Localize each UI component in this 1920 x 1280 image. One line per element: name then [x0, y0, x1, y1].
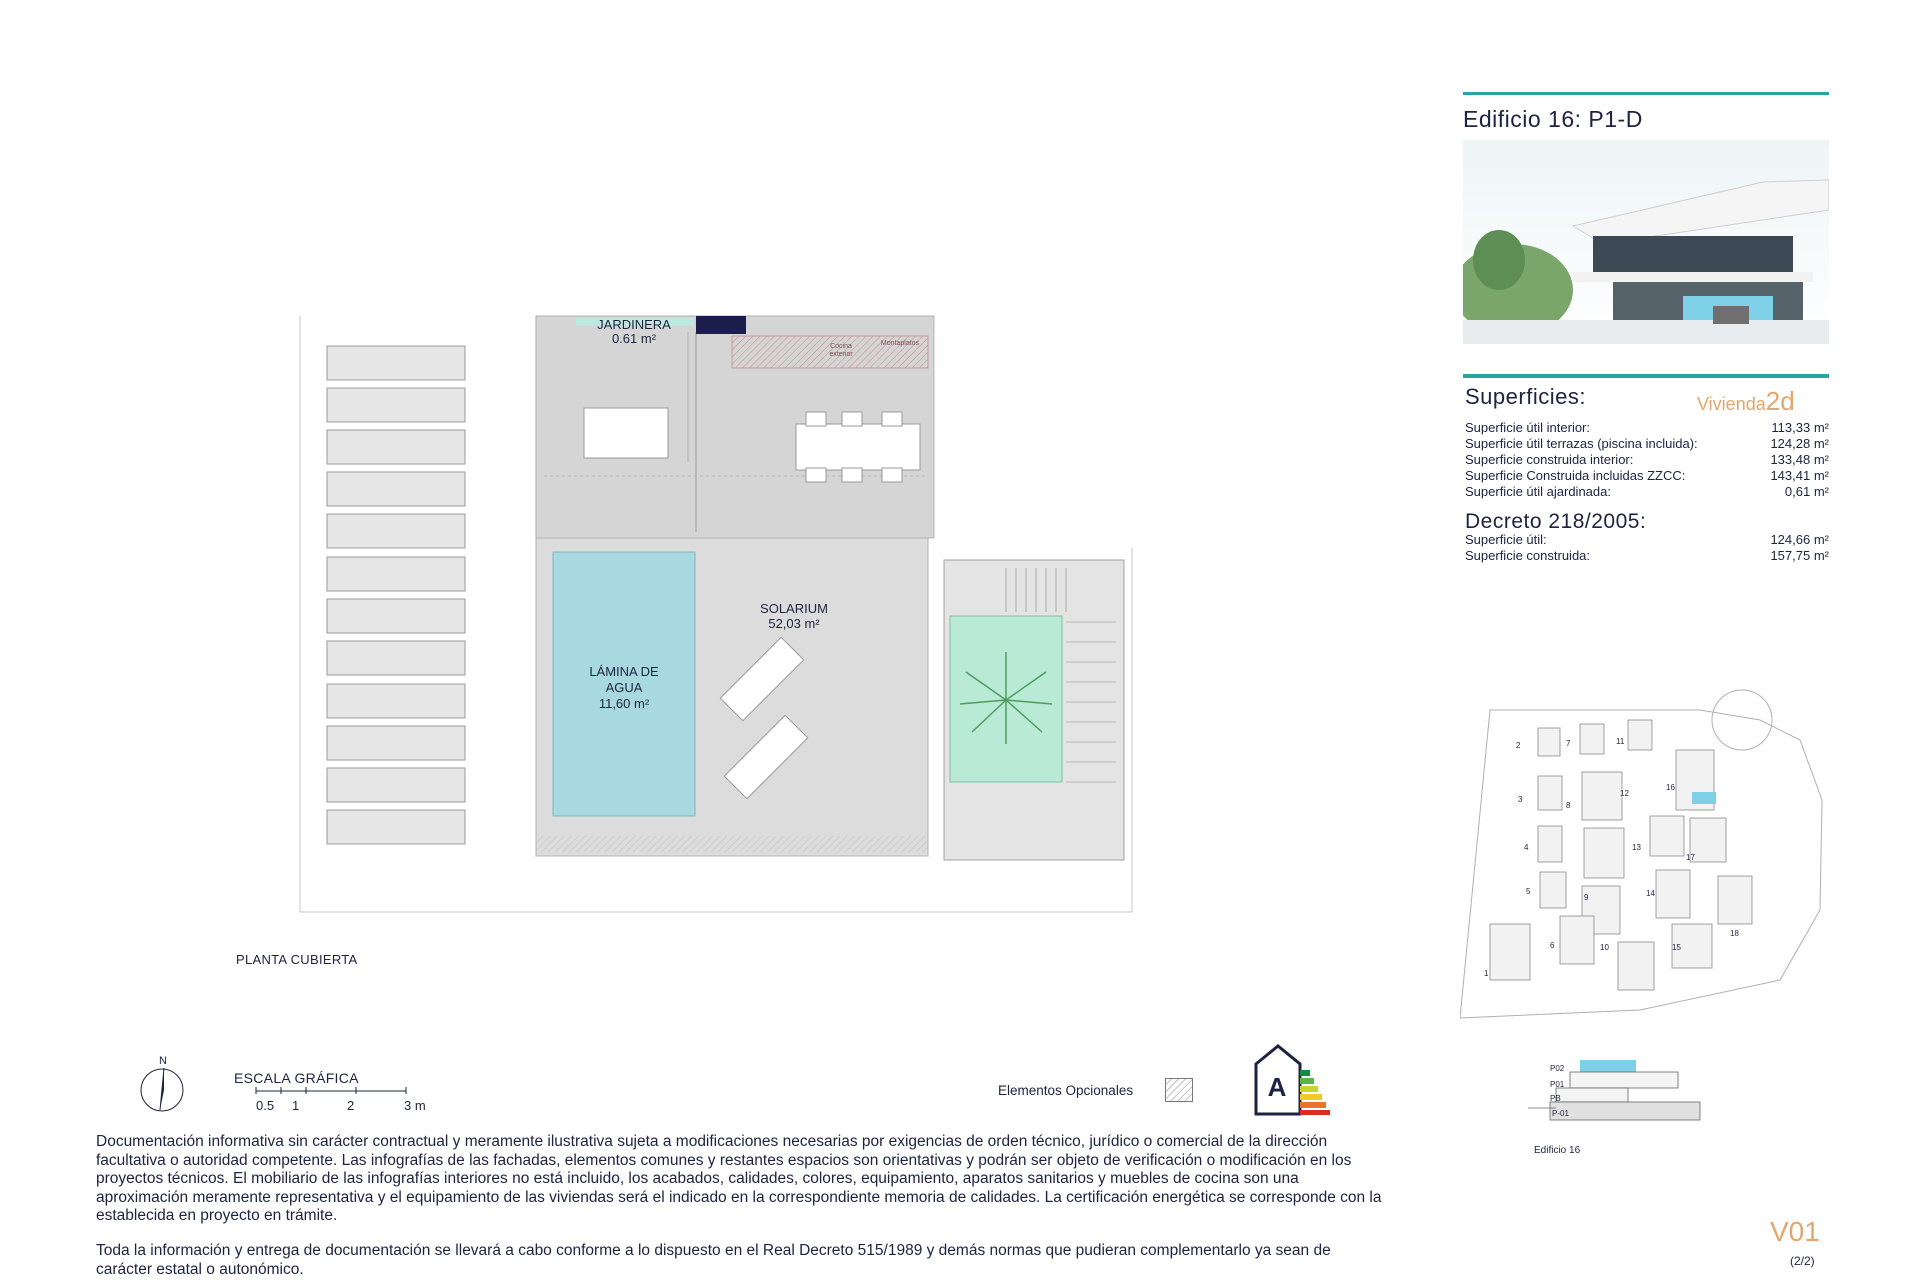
table-row: [1465, 532, 1829, 548]
north-arrow-icon: [138, 1054, 188, 1116]
table-row: [1465, 484, 1829, 500]
row-label: Superficie útil interior:: [1465, 420, 1590, 435]
table-row: [1465, 548, 1829, 564]
row-value: 124,28 m²: [1770, 436, 1829, 451]
building-number: 10: [1600, 943, 1609, 952]
vivienda-type-code: 2d: [1765, 386, 1795, 416]
superficies-table: [1465, 420, 1829, 500]
floor-plan-drawing: [296, 312, 1136, 916]
row-label: Superficie útil ajardinada:: [1465, 484, 1611, 499]
building-number: 7: [1566, 739, 1571, 748]
row-label: Superficie Construida incluidas ZZCC:: [1465, 468, 1686, 483]
jardinera-area: 0.61 m²: [611, 331, 657, 346]
vivienda-word: Vivienda: [1697, 394, 1766, 414]
level-label: P02: [1550, 1064, 1565, 1073]
building-number: 4: [1524, 843, 1529, 852]
level-label: P01: [1550, 1080, 1565, 1089]
row-label: Superficie construida:: [1465, 548, 1591, 563]
jardinera-label: JARDINERA: [597, 317, 671, 332]
decreto-table: [1465, 532, 1829, 564]
section-caption: Edificio 16: [1534, 1145, 1581, 1156]
optional-elements-hatch-swatch: [1165, 1078, 1193, 1102]
optional-elements-label: Elementos Opcionales: [998, 1083, 1134, 1098]
energy-rating-icon: [1252, 1044, 1330, 1116]
montaplatos-label: Montaplatos: [880, 340, 920, 347]
scale-tick: 0.5: [256, 1098, 275, 1113]
building-number: 5: [1526, 887, 1531, 896]
disclaimer-paragraph: Toda la información y entrega de documentación se llevará a cabo conforme a lo dispuesto en el Real Decreto 515/1989 y demás normas que pudieran complementarlo ya sean de carácter estatal o autonómico.: [96, 1242, 1331, 1278]
table-row: [1465, 436, 1829, 452]
row-value: 0,61 m²: [1784, 484, 1829, 499]
pool-area: 11,60 m²: [598, 696, 650, 711]
superficies-rule: [1463, 374, 1829, 378]
building-number: 18: [1730, 929, 1739, 938]
building-number: 2: [1516, 741, 1521, 750]
building-number: 17: [1686, 853, 1695, 862]
outdoor-table: [584, 408, 668, 458]
plan-caption: PLANTA CUBIERTA: [236, 952, 358, 967]
pergola-slats: [327, 346, 465, 844]
site-map-buildings: [1490, 720, 1752, 990]
scale-tick: 1: [292, 1098, 300, 1113]
pool-label: LÁMINA DE: [589, 664, 659, 679]
row-value: 133,48 m²: [1770, 452, 1829, 467]
building-number: 3: [1518, 795, 1523, 804]
table-row: [1465, 452, 1829, 468]
pool-label-2: AGUA: [605, 680, 643, 695]
dining-table: [796, 424, 920, 470]
building-render-image: [1463, 140, 1829, 344]
level-label: P-01: [1552, 1109, 1569, 1118]
solarium-label: SOLARIUM: [760, 601, 828, 616]
version-label: V01: [1770, 1216, 1820, 1247]
building-number: 1: [1484, 969, 1489, 978]
highlighted-unit: [1692, 792, 1716, 804]
row-value: 124,66 m²: [1770, 532, 1829, 547]
row-value: 143,41 m²: [1770, 468, 1829, 483]
vivienda-type: [1697, 386, 1795, 417]
cocina-label: Cocina: [830, 343, 852, 350]
building-number: 8: [1566, 801, 1571, 810]
row-label: Superficie útil terrazas (piscina incluida):: [1465, 436, 1698, 451]
table-row: [1465, 468, 1829, 484]
building-number: 9: [1584, 893, 1589, 902]
north-label: N: [159, 1055, 167, 1067]
scale-tick: 2: [347, 1098, 355, 1113]
page-indicator: (2/2): [1790, 1254, 1815, 1268]
unit-title: Edificio 16: P1-D: [1463, 106, 1643, 132]
title-rule: [1463, 92, 1829, 95]
building-number: 16: [1666, 783, 1675, 792]
building-number: 12: [1620, 789, 1629, 798]
building-number: 15: [1672, 943, 1681, 952]
table-row: [1465, 420, 1829, 436]
scale-title: ESCALA GRÁFICA: [234, 1070, 359, 1086]
site-map: [1460, 680, 1830, 1020]
row-label: Superficie útil:: [1465, 532, 1547, 547]
row-value: 157,75 m²: [1770, 548, 1829, 563]
building-section-diagram: [1528, 1056, 1728, 1156]
cocina-label-2: exterior: [829, 351, 853, 358]
energy-rating-letter: A: [1267, 1072, 1287, 1102]
scale-tick: 3 m: [404, 1098, 426, 1113]
superficies-heading: Superficies:: [1465, 384, 1586, 409]
scale-bar: [234, 1086, 434, 1116]
building-number: 13: [1632, 843, 1641, 852]
row-label: Superficie construida interior:: [1465, 452, 1634, 467]
disclaimer-paragraph: Documentación informativa sin carácter contractual y meramente ilustrativa sujeta a modificaciones necesarias por exigencias de orden técnico, jurídico o comercial de la dirección facultativa o autoridad competente. Las infografías de las fachadas, elementos comunes y restantes espacios son orientativas y podrán ser objeto de verificación o modificación en los proyectos técnicos. El mobiliario de las infografías interiores no está incluido, los acabados, calidades, colores, equipamiento, aparatos sanitarios y muebles de cocina son una aproximación meramente representativa y el equipamiento de las viviendas será el indicado en la correspondiente memoria de calidades. La certificación energética se corresponde con la establecida en proyecto en trámite.: [96, 1133, 1382, 1224]
building-number: 11: [1616, 737, 1625, 746]
building-number: 6: [1550, 941, 1555, 950]
level-label: PB: [1550, 1094, 1561, 1103]
solarium-area: 52,03 m²: [768, 616, 820, 631]
building-number: 14: [1646, 889, 1655, 898]
decreto-heading: Decreto 218/2005:: [1465, 510, 1647, 533]
row-value: 113,33 m²: [1771, 420, 1829, 435]
